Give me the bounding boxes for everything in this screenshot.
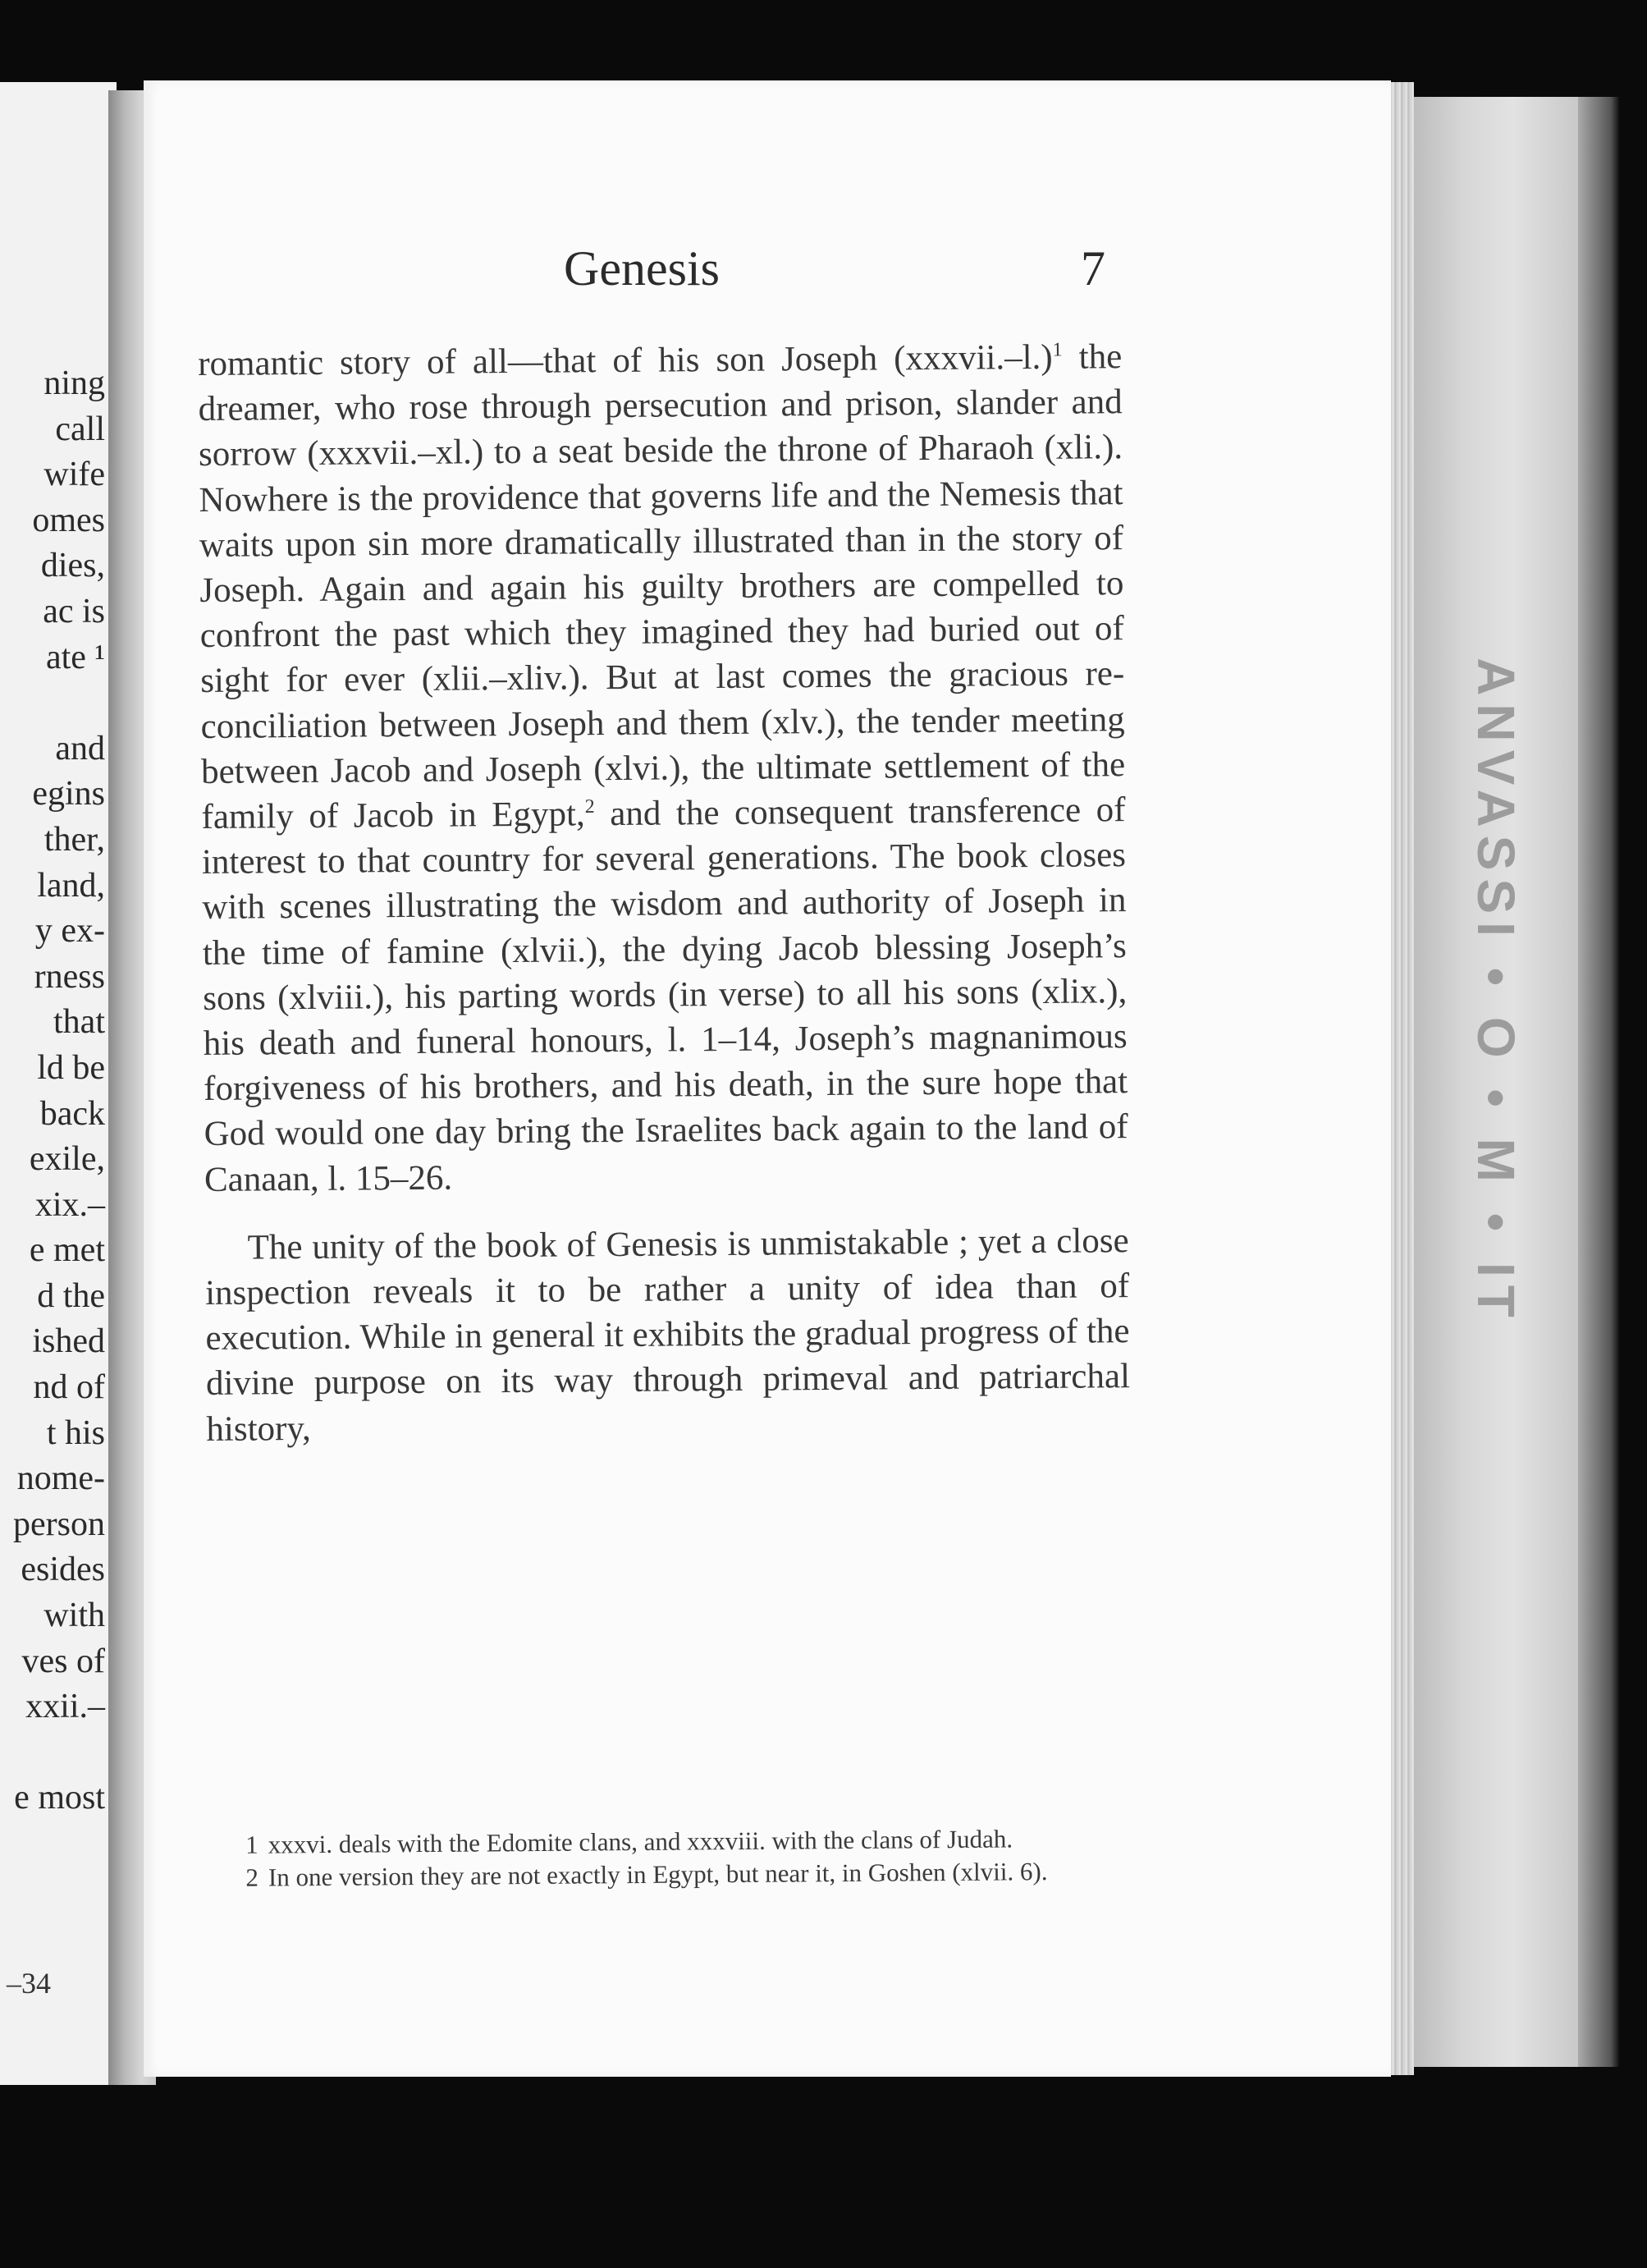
previous-page-line: e met xyxy=(29,1231,105,1270)
footnote-2 xyxy=(222,1854,1125,1895)
previous-page-line: t his xyxy=(46,1413,105,1452)
previous-page-line: rness xyxy=(34,957,105,996)
previous-page-line: ning xyxy=(43,364,105,402)
previous-page-line: ld be xyxy=(37,1048,105,1087)
previous-page-line: exile, xyxy=(29,1140,105,1179)
body-text xyxy=(198,334,1131,1452)
footnote-2-text: In one version they are not exactly in Egypt, but near it, in Goshen (xlvii. 6). xyxy=(268,1857,1048,1892)
previous-page-line: nd of xyxy=(33,1368,105,1407)
paragraph-1 xyxy=(198,334,1128,1203)
previous-page-line: nome- xyxy=(16,1459,105,1498)
previous-page-line: dies, xyxy=(40,547,105,585)
running-head xyxy=(144,241,1391,306)
previous-page-line xyxy=(13,1730,105,1776)
page-number: 7 xyxy=(1081,241,1105,296)
previous-page-line: xxii.– xyxy=(25,1688,105,1726)
previous-page-line: ate ¹ xyxy=(45,638,105,676)
book-page xyxy=(144,80,1391,2077)
previous-page-line: call xyxy=(55,410,105,448)
previous-page-line: that xyxy=(53,1003,105,1042)
previous-page-line: egins xyxy=(32,775,105,813)
book-spine xyxy=(1414,97,1578,2067)
page-edges xyxy=(1391,82,1414,2075)
previous-page-number-fragment: –34 xyxy=(7,1967,51,2000)
previous-page-line: omes xyxy=(32,501,105,539)
previous-page-line: xix.– xyxy=(34,1185,105,1224)
paragraph-2: The unity of the book of Genesis is unmistakable ; yet a close inspection reveals it to be rather a unity of idea than of execution. While in general it exhibits the gradual progress of the divine purpose on its way through primeval and patriarchal history, xyxy=(204,1221,1131,1449)
footnote-2-mark: 2 xyxy=(245,1863,259,1892)
previous-page-fragment xyxy=(0,82,117,2085)
paragraph-1-text: the dreamer, who rose through persecution and prison, slander and sorrow (xxxvii.–xl.) to a seat beside the throne of Pharaoh (xli.). Nowhere is the providence that governs life and the Nemesis that waits upon sin more dramatically illustrated than in the story of Joseph. Again and again his guilty brothers are compelled to confront the past which they imagined they had buried out of sight for ever (xlii.–xliv.). But at last comes the gracious reconciliation between Joseph and them (xlv.), the tender meeting between Jacob and Joseph (xlvi.), the ultimate settlement of the family of Jacob in Egypt, xyxy=(198,337,1126,837)
previous-page-line: person xyxy=(13,1505,105,1543)
previous-page-line: ves of xyxy=(21,1642,105,1680)
previous-page-line: back xyxy=(39,1094,105,1133)
paragraph-1-text: and the consequent transference of interest to that country for several generations. The book closes with scenes illustrating the wisdom and authority of Joseph in the time of famine (xlvii.), the dying Jacob blessing Joseph’s sons (xlviii.), his parting words (in verse) to all his sons (xlix.), his death and funeral honours, l. 1–14, Joseph’s magnanimous forgiveness of his brothers, and his death, in the sure hope that God would one day bring the Israelites back again to the land of Canaan, l. 15–26. xyxy=(201,790,1128,1199)
previous-page-line: wife xyxy=(43,456,105,494)
footnote-1-text: xxxvi. deals with the Edomite clans, and xxxviii. with the clans of Judah. xyxy=(268,1824,1013,1859)
previous-page-line: e most xyxy=(14,1779,105,1817)
previous-page-line: y ex- xyxy=(34,912,105,951)
spine-label: ANVASSI • O • M • IT xyxy=(1466,657,1526,1326)
previous-page-line: ther, xyxy=(43,820,105,859)
spine-shadow xyxy=(1578,97,1619,2067)
previous-page-line: and xyxy=(55,729,105,767)
page-header-title: Genesis xyxy=(564,241,720,296)
previous-page-line: ac is xyxy=(43,592,105,630)
footnote-1-mark: 1 xyxy=(245,1830,258,1859)
previous-page-line xyxy=(13,680,105,726)
previous-page-line: ished xyxy=(32,1322,105,1361)
footnote-ref-1: 1 xyxy=(1052,339,1063,361)
previous-page-line: with xyxy=(43,1597,105,1635)
previous-page-line-fragments xyxy=(13,361,105,1821)
footnotes xyxy=(222,1821,1126,1895)
paragraph-1-text: romantic story of all—that of his son Joseph (xxxvii.–l.) xyxy=(198,337,1053,383)
footnote-ref-2: 2 xyxy=(584,795,595,818)
previous-page-line: esides xyxy=(21,1551,105,1589)
previous-page-line: land, xyxy=(37,866,105,905)
previous-page-line: d the xyxy=(37,1276,105,1315)
